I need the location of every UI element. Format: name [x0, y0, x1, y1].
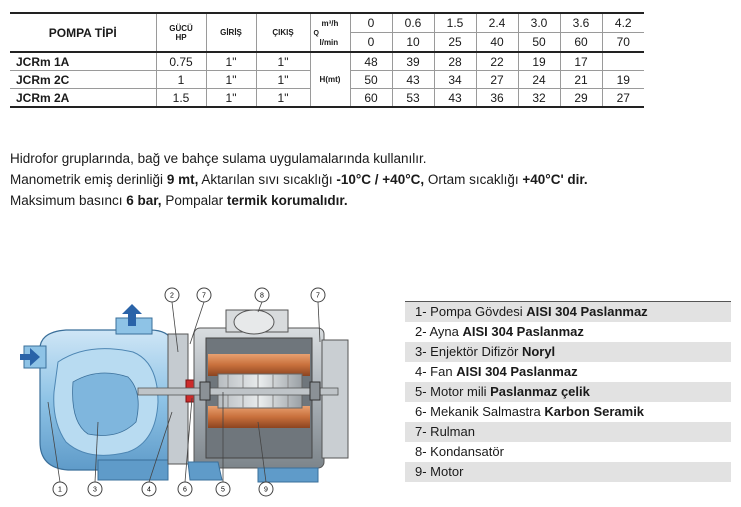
outlet-cell: 1"	[256, 89, 310, 108]
flow-lmin-cell: 25	[434, 33, 476, 53]
head-cell: 53	[392, 89, 434, 108]
callout-4	[142, 482, 156, 496]
product-description	[10, 148, 588, 211]
legend-item: 6- Mekanik Salmastra Karbon Seramik	[415, 404, 645, 419]
head-cell: 24	[518, 71, 560, 89]
header-outlet: ÇIKIŞ	[256, 13, 310, 52]
callout-6	[178, 482, 192, 496]
flow-lmin-cell: 60	[560, 33, 602, 53]
table-row	[10, 52, 644, 71]
legend-item: 8- Kondansatör	[415, 444, 504, 459]
description-line-3: Maksimum basıncı 6 bar, Pompalar termik korumalıdır.	[10, 193, 348, 208]
capacitor	[226, 310, 288, 334]
bearing	[200, 382, 210, 400]
flow-lmin-cell: 10	[392, 33, 434, 53]
hp-cell: 1	[156, 71, 206, 89]
flow-m3h-cell: 0.6	[392, 13, 434, 33]
header-inlet: GİRİŞ	[206, 13, 256, 52]
flow-m3h-cell: 0	[350, 13, 392, 33]
motor-shaft	[138, 388, 338, 395]
head-cell	[602, 52, 644, 71]
head-cell: 39	[392, 52, 434, 71]
flow-lmin-cell: 0	[350, 33, 392, 53]
model-cell: JCRm 1A	[10, 52, 156, 71]
callout-5	[216, 482, 230, 496]
header-flow-unit: Q m³/h l/min	[310, 13, 350, 52]
head-cell: 21	[560, 71, 602, 89]
inlet-cell: 1"	[206, 71, 256, 89]
head-cell: 28	[434, 52, 476, 71]
pump-body	[24, 318, 178, 480]
head-cell: 27	[602, 89, 644, 108]
head-cell: 22	[476, 52, 518, 71]
svg-text:9: 9	[264, 486, 268, 494]
head-cell: 34	[434, 71, 476, 89]
legend-item: 5- Motor mili Paslanmaz çelik	[405, 382, 731, 402]
head-cell: 36	[476, 89, 518, 108]
flow-m3h-cell: 2.4	[476, 13, 518, 33]
flow-m3h-cell: 3.0	[518, 13, 560, 33]
svg-text:7: 7	[316, 292, 320, 300]
head-cell: 19	[602, 71, 644, 89]
legend-item: 4- Fan AISI 304 Paslanmaz	[415, 364, 578, 379]
flow-lmin-cell: 70	[602, 33, 644, 53]
flow-m3h-cell: 1.5	[434, 13, 476, 33]
callout-7-top-right	[311, 288, 325, 302]
hp-cell: 1.5	[156, 89, 206, 108]
svg-text:3: 3	[93, 486, 97, 494]
head-unit-cell: H(mt)	[310, 52, 350, 107]
pump-cutaway-diagram	[18, 282, 363, 497]
callout-1	[53, 482, 67, 496]
head-cell: 29	[560, 89, 602, 108]
svg-text:1: 1	[58, 486, 62, 494]
head-cell: 60	[350, 89, 392, 108]
head-cell: 43	[434, 89, 476, 108]
legend-item: 2- Ayna AISI 304 Paslanmaz	[415, 324, 584, 339]
svg-text:2: 2	[170, 292, 174, 300]
callout-3	[88, 482, 102, 496]
model-cell: JCRm 2A	[10, 89, 156, 108]
legend-item: 3- Enjektör Difizör Noryl	[405, 342, 731, 362]
bearing	[310, 382, 320, 400]
inlet-cell: 1"	[206, 52, 256, 71]
head-cell: 43	[392, 71, 434, 89]
motor-foot	[258, 468, 318, 482]
header-pump-type: POMPA TİPİ	[10, 13, 156, 52]
parts-legend	[405, 301, 731, 482]
head-cell: 50	[350, 71, 392, 89]
svg-text:6: 6	[183, 486, 187, 494]
svg-text:5: 5	[221, 486, 225, 494]
head-cell: 48	[350, 52, 392, 71]
pump-flange	[168, 334, 188, 464]
head-cell: 27	[476, 71, 518, 89]
head-cell: 17	[560, 52, 602, 71]
flow-m3h-cell: 3.6	[560, 13, 602, 33]
pump-foot	[188, 462, 222, 480]
callout-9	[259, 482, 273, 496]
head-cell: 32	[518, 89, 560, 108]
callout-7-top-left	[197, 288, 211, 302]
svg-text:7: 7	[202, 292, 206, 300]
svg-text:8: 8	[260, 292, 264, 300]
flow-lmin-cell: 40	[476, 33, 518, 53]
hp-cell: 0.75	[156, 52, 206, 71]
legend-item: 7- Rulman	[405, 422, 731, 442]
outlet-cell: 1"	[256, 52, 310, 71]
outlet-cell: 1"	[256, 71, 310, 89]
table-header-row	[10, 13, 644, 33]
fan-cover	[322, 340, 348, 458]
inlet-cell: 1"	[206, 89, 256, 108]
flow-lmin-cell: 50	[518, 33, 560, 53]
spec-table	[10, 12, 644, 108]
header-power: GÜCÜ HP	[156, 13, 206, 52]
callout-8	[255, 288, 269, 302]
legend-item: 9- Motor	[405, 462, 731, 482]
svg-text:4: 4	[147, 486, 151, 494]
description-line-2: Manometrik emiş derinliği 9 mt, Aktarılan sıvı sıcaklığı -10°C / +40°C, Ortam sıcaklığı +40°C' dir.	[10, 172, 588, 187]
motor-housing	[194, 328, 324, 468]
legend-item: 1- Pompa Gövdesi AISI 304 Paslanmaz	[405, 301, 731, 322]
callout-2	[165, 288, 179, 302]
model-cell: JCRm 2C	[10, 71, 156, 89]
description-line-1: Hidrofor gruplarında, bağ ve bahçe sulama uygulamalarında kullanılır.	[10, 151, 427, 166]
flow-m3h-cell: 4.2	[602, 13, 644, 33]
head-cell: 19	[518, 52, 560, 71]
